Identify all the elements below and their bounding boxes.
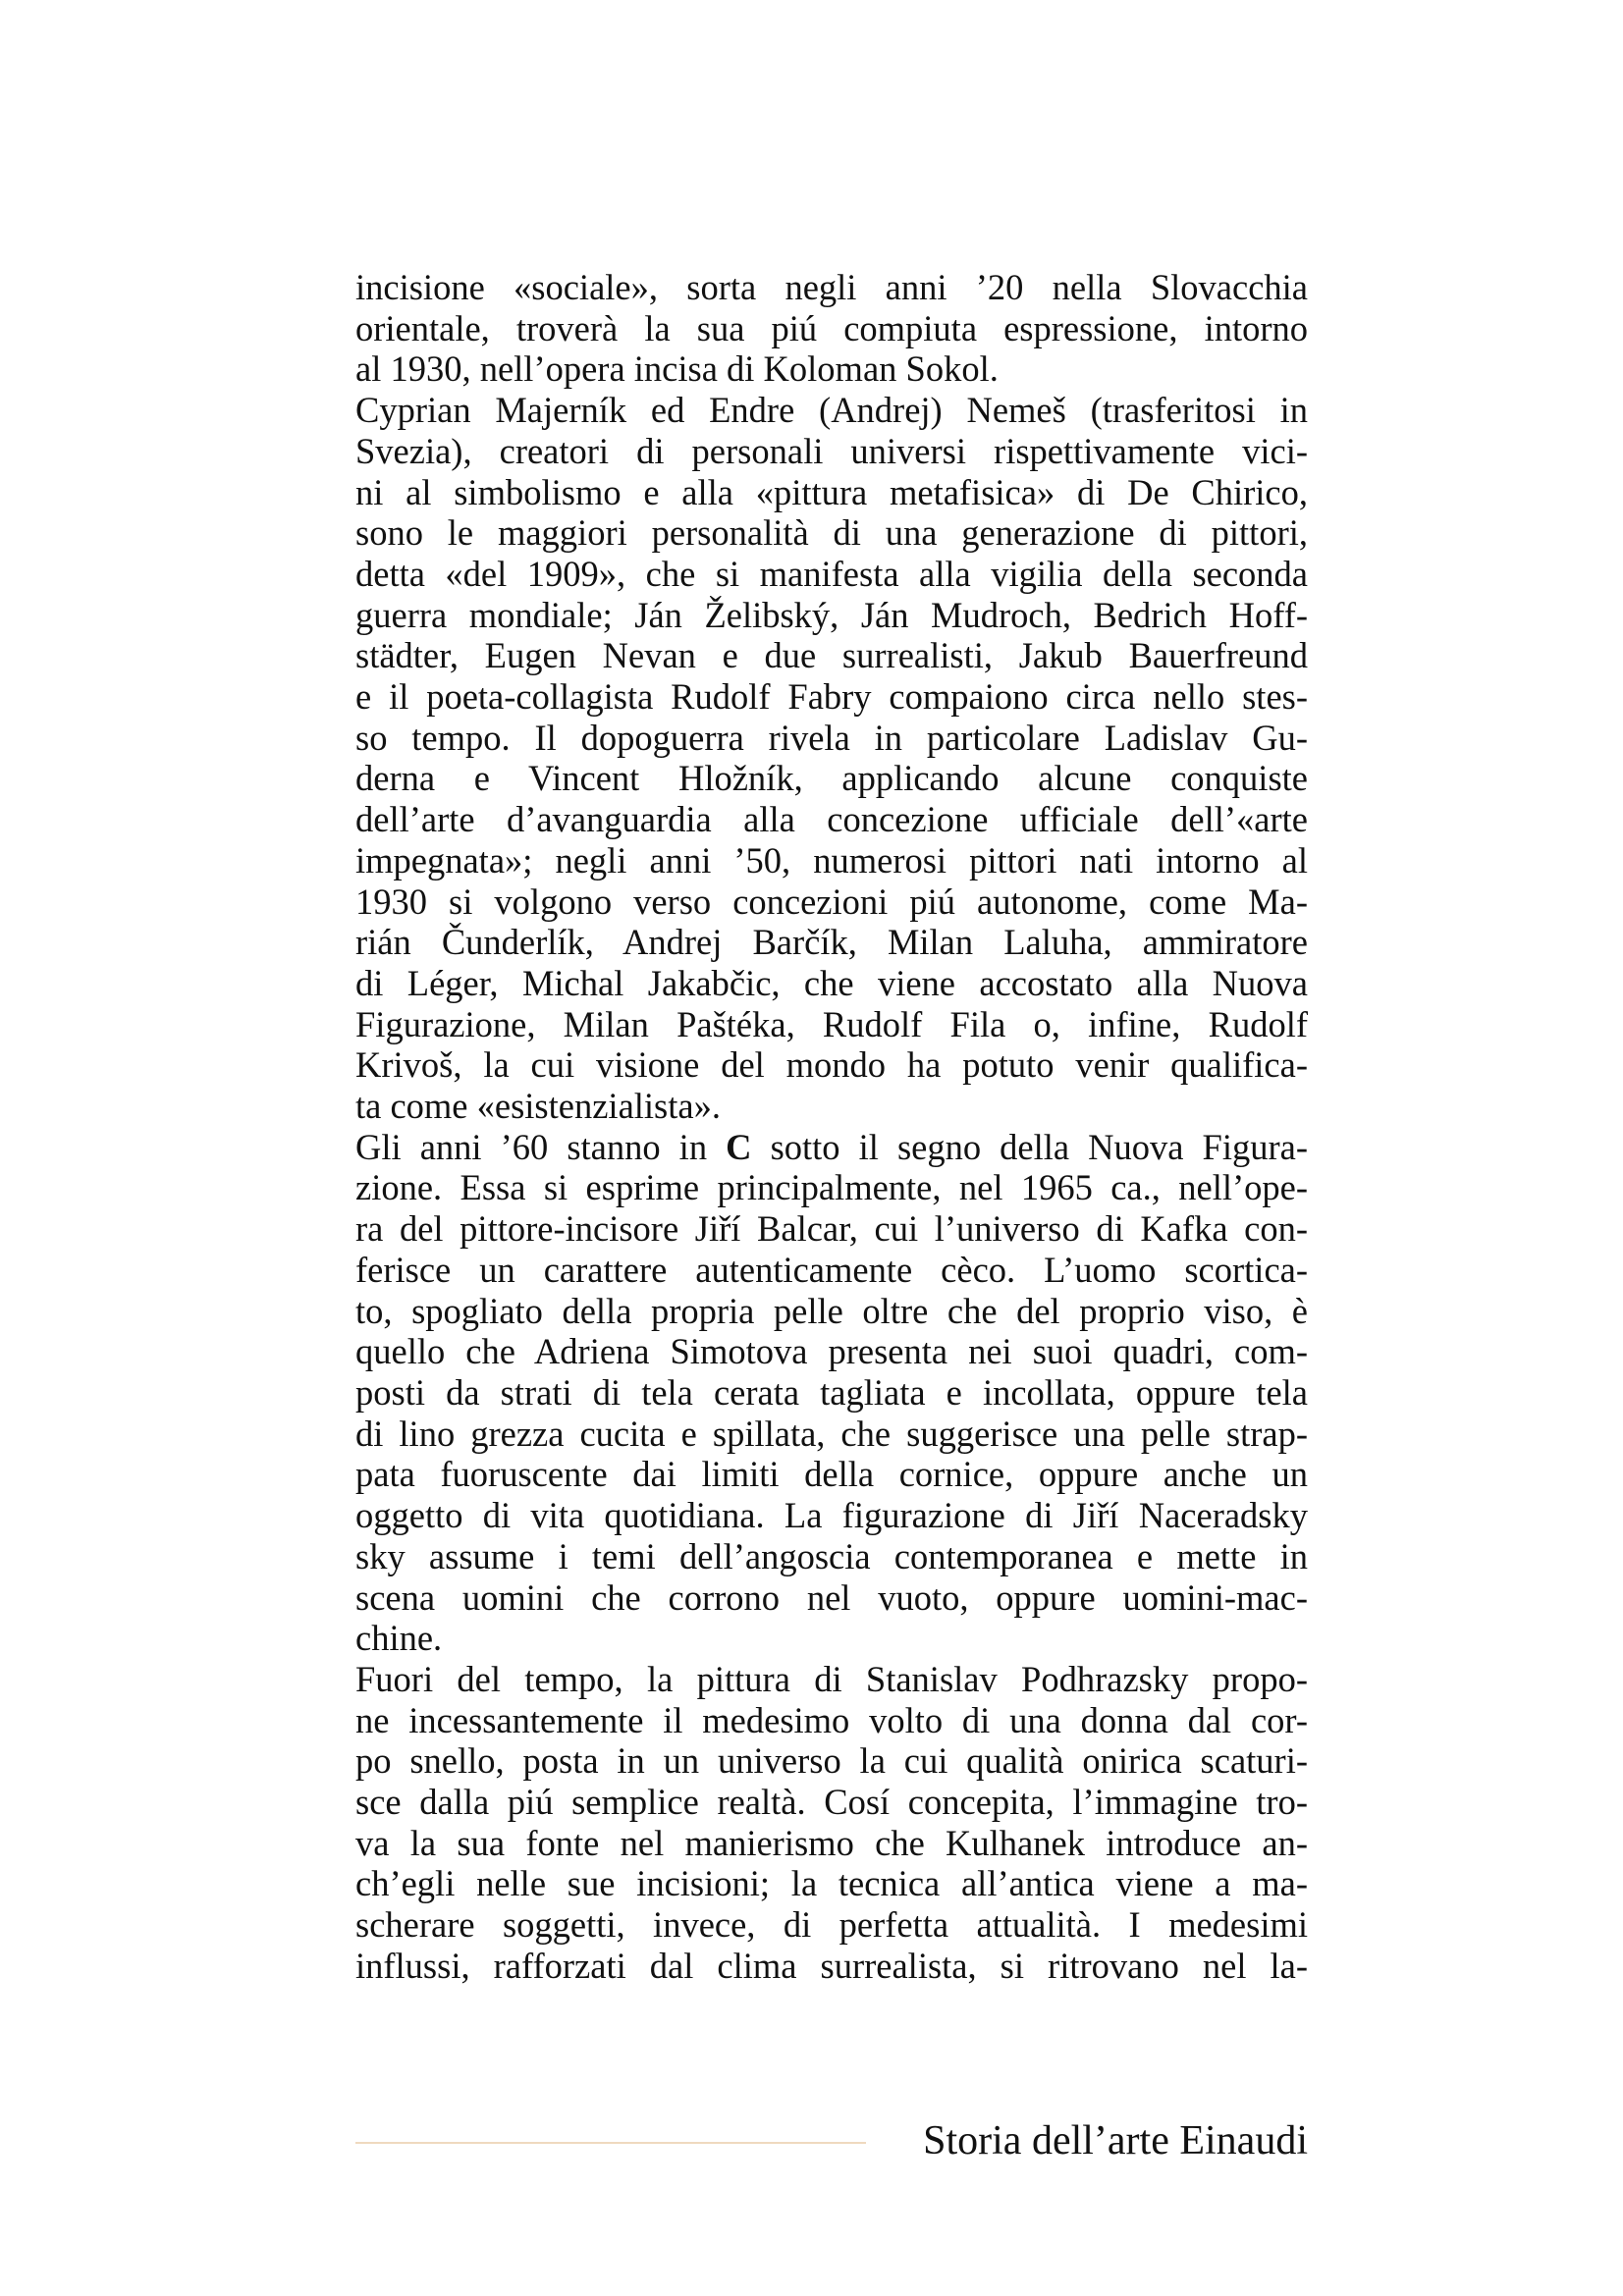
text-line: influssi, rafforzati dal clima surrealista, si ritrovano nel la- [355,1945,1308,1986]
text-line: rián Čunderlík, Andrej Barčík, Milan Laluha, ammiratore [355,922,1308,963]
text-line: ta come «esistenzialista». [355,1086,721,1127]
paragraph [355,390,1308,1127]
text-line: to, spogliato della propria pelle oltre che del proprio viso, è [355,1290,1308,1331]
text-line: scena uomini che corrono nel vuoto, oppure uomini-mac- [355,1576,1308,1618]
text-line: di lino grezza cucita e spillata, che suggerisce una pelle strap- [355,1413,1308,1454]
text-run: sotto il segno della Nuova Figura- [770,1126,1308,1167]
text-line: di Léger, Michal Jakabčic, che viene accostato alla Nuova [355,962,1308,1003]
text-line: dell’arte d’avanguardia alla concezione ufficiale dell’«arte [355,799,1308,840]
text-line: städter, Eugen Nevan e due surrealisti, Jakub Bauerfreund [355,635,1308,676]
text-line: Figurazione, Milan Paštéka, Rudolf Fila o, infine, Rudolf [355,1003,1308,1044]
text-line: ferisce un carattere autenticamente cèco. L’uomo scortica- [355,1249,1308,1290]
text-line: sono le maggiori personalità di una generazione di pittori, [355,512,1308,554]
text-line: va la sua fonte nel manierismo che Kulhanek introduce an- [355,1822,1308,1863]
text-line: impegnata»; negli anni ’50, numerosi pittori nati intorno al [355,839,1308,881]
text-line: 1930 si volgono verso concezioni piú autonome, come Ma- [355,881,1308,922]
text-line: ch’egli nelle sue incisioni; la tecnica all’antica viene a ma- [355,1863,1308,1904]
text-line: po snello, posta in un universo la cui qualità onirica scaturi- [355,1740,1308,1782]
text-line: Fuori del tempo, la pittura di Stanislav Podhrazsky propo- [355,1658,1308,1699]
text-line: ni al simbolismo e alla «pittura metafisica» di De Chirico, [355,471,1308,512]
text-line: Cyprian Majerník ed Endre (Andrej) Nemeš (trasferitosi in [355,390,1308,431]
text-line: Svezia), creatori di personali universi rispettivamente vici- [355,430,1308,471]
page-body [355,267,1308,1987]
bold-letter: C [726,1126,752,1167]
text-line: ne incessantemente il medesimo volto di una donna dal cor- [355,1699,1308,1740]
paragraph [355,1127,1308,1659]
text-run: Gli anni ’60 stanno in [355,1126,727,1167]
text-line: quello che Adriena Simotova presenta nei suoi quadri, com- [355,1331,1308,1372]
text-line [355,1127,1308,1168]
text-line: scherare soggetti, invece, di perfetta attualità. I medesimi [355,1904,1308,1946]
text-line: e il poeta-collagista Rudolf Fabry compaiono circa nello stes- [355,676,1308,718]
text-line: zione. Essa si esprime principalmente, nel 1965 ca., nell’ope- [355,1167,1308,1208]
text-line: ra del pittore-incisore Jiří Balcar, cui l’universo di Kafka con- [355,1208,1308,1250]
text-line: derna e Vincent Hložník, applicando alcune conquiste [355,758,1308,799]
text-line: pata fuoruscente dai limiti della cornice, oppure anche un [355,1454,1308,1495]
paragraph [355,267,1308,390]
footer-title: Storia dell’arte Einaudi [923,2118,1308,2163]
text-line: chine. [355,1618,443,1659]
text-line: posti da strati di tela cerata tagliata e incollata, oppure tela [355,1371,1308,1413]
text-line: al 1930, nell’opera incisa di Koloman Sokol. [355,348,999,390]
text-line: orientale, troverà la sua piú compiuta espressione, intorno [355,307,1308,348]
text-line: oggetto di vita quotidiana. La figurazione di Jiří Naceradsky [355,1495,1308,1536]
text-line: so tempo. Il dopoguerra rivela in particolare Ladislav Gu- [355,717,1308,758]
text-line: sce dalla piú semplice realtà. Cosí concepita, l’immagine tro- [355,1782,1308,1823]
text-line: sky assume i temi dell’angoscia contemporanea e mette in [355,1535,1308,1576]
text-line: guerra mondiale; Ján Želibský, Ján Mudroch, Bedrich Hoff- [355,594,1308,635]
text-line: detta «del 1909», che si manifesta alla vigilia della seconda [355,553,1308,594]
text-line: Krivoš, la cui visione del mondo ha potuto venir qualifica- [355,1044,1308,1086]
footer-rule [355,2142,866,2144]
text-line: incisione «sociale», sorta negli anni ’20 nella Slovacchia [355,267,1308,307]
paragraph [355,1659,1308,1987]
